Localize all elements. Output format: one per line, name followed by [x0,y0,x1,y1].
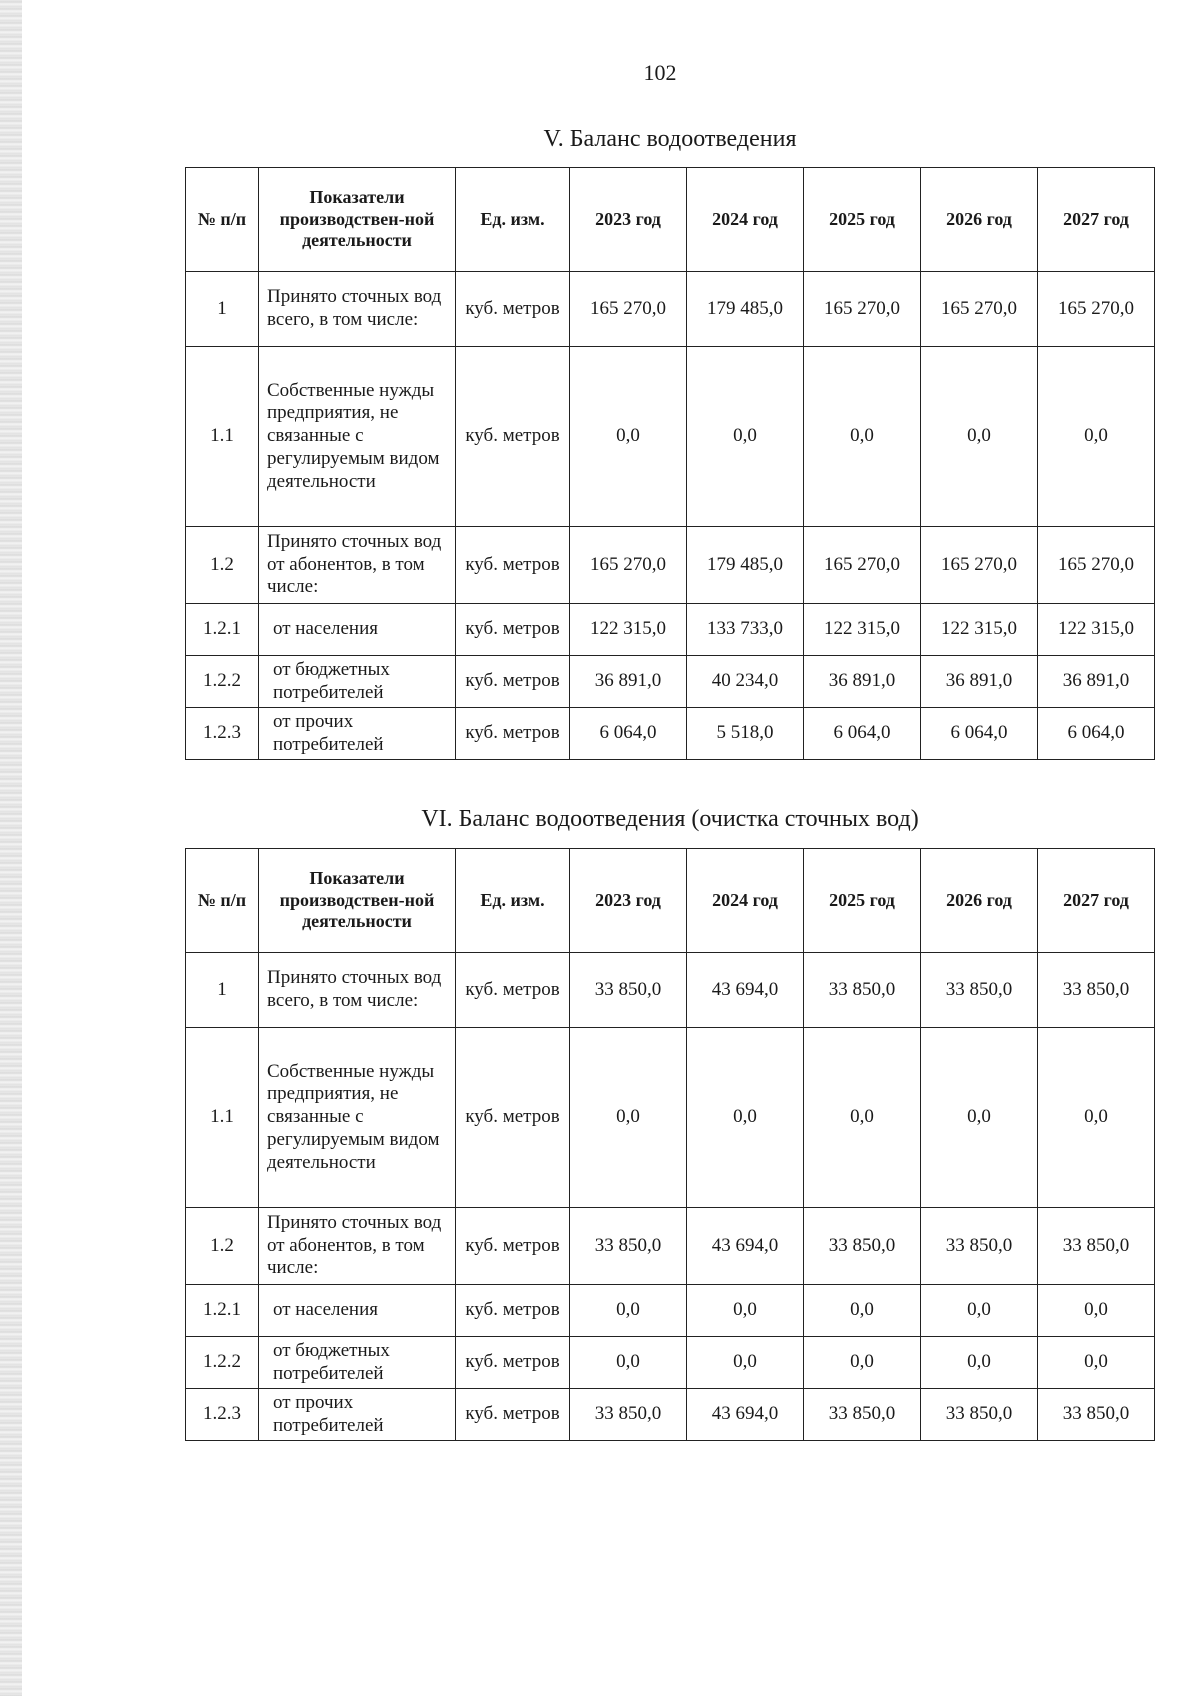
scan-edge-artifact [0,0,22,1696]
row-value: 33 850,0 [1038,1389,1155,1441]
row-value: 122 315,0 [570,604,687,656]
row-indicator: Принято сточных вод от абонентов, в том числе: [259,527,456,604]
row-value: 36 891,0 [921,656,1038,708]
row-num: 1.1 [186,1028,259,1208]
header-num: № п/п [186,168,259,272]
header-year: 2025 год [804,849,921,953]
table-row [186,604,1155,656]
header-year: 2026 год [921,168,1038,272]
header-row [186,168,1155,272]
row-indicator: Собственные нужды предприятия, не связанные с регулируемым видом деятельности [259,1028,456,1208]
table-row [186,1285,1155,1337]
row-indicator: Принято сточных вод всего, в том числе: [259,272,456,347]
row-value: 165 270,0 [921,272,1038,347]
row-num: 1.2.3 [186,1389,259,1441]
row-value: 165 270,0 [1038,527,1155,604]
row-indicator: от прочих потребителей [259,1389,456,1441]
row-value: 0,0 [570,1028,687,1208]
row-value: 33 850,0 [921,1208,1038,1285]
row-value: 40 234,0 [687,656,804,708]
header-year: 2024 год [687,168,804,272]
wastewater-balance-table [185,167,1155,760]
row-num: 1.2.2 [186,656,259,708]
row-value: 122 315,0 [921,604,1038,656]
row-value: 0,0 [1038,1028,1155,1208]
row-value: 36 891,0 [804,656,921,708]
row-unit: куб. метров [456,1389,570,1441]
header-year: 2024 год [687,849,804,953]
header-indicator: Показатели производствен-ной деятельности [259,849,456,953]
header-indicator: Показатели производствен-ной деятельности [259,168,456,272]
row-num: 1.2.1 [186,604,259,656]
row-value: 36 891,0 [1038,656,1155,708]
header-unit: Ед. изм. [456,849,570,953]
row-value: 122 315,0 [804,604,921,656]
page-number: 102 [643,60,677,85]
row-value: 0,0 [1038,347,1155,527]
row-value: 33 850,0 [570,1389,687,1441]
row-value: 0,0 [570,1285,687,1337]
row-value: 0,0 [804,1285,921,1337]
row-value: 0,0 [804,1028,921,1208]
row-unit: куб. метров [456,604,570,656]
row-value: 179 485,0 [687,272,804,347]
row-value: 33 850,0 [921,1389,1038,1441]
row-value: 0,0 [687,1337,804,1389]
row-unit: куб. метров [456,953,570,1028]
table-row [186,708,1155,760]
row-value: 133 733,0 [687,604,804,656]
table-row [186,1337,1155,1389]
row-indicator: от бюджетных потребителей [259,1337,456,1389]
row-value: 165 270,0 [570,272,687,347]
header-year: 2023 год [570,849,687,953]
row-value: 179 485,0 [687,527,804,604]
table-row [186,656,1155,708]
row-value: 33 850,0 [804,1208,921,1285]
row-unit: куб. метров [456,1337,570,1389]
row-unit: куб. метров [456,1208,570,1285]
row-value: 6 064,0 [570,708,687,760]
row-value: 6 064,0 [804,708,921,760]
row-indicator: от бюджетных потребителей [259,656,456,708]
row-value: 0,0 [1038,1337,1155,1389]
row-value: 0,0 [1038,1285,1155,1337]
row-indicator: Принято сточных вод всего, в том числе: [259,953,456,1028]
wastewater-treatment-balance-table [185,848,1155,1441]
row-num: 1.2.1 [186,1285,259,1337]
row-unit: куб. метров [456,656,570,708]
row-unit: куб. метров [456,708,570,760]
row-indicator: Принято сточных вод от абонентов, в том числе: [259,1208,456,1285]
row-unit: куб. метров [456,1285,570,1337]
header-row [186,849,1155,953]
table-row [186,953,1155,1028]
header-unit: Ед. изм. [456,168,570,272]
header-year: 2027 год [1038,168,1155,272]
header-year: 2023 год [570,168,687,272]
table-row [186,1028,1155,1208]
row-indicator: Собственные нужды предприятия, не связанные с регулируемым видом деятельности [259,347,456,527]
row-num: 1.2.2 [186,1337,259,1389]
row-value: 0,0 [921,347,1038,527]
header-year: 2025 год [804,168,921,272]
row-value: 33 850,0 [921,953,1038,1028]
row-value: 0,0 [804,347,921,527]
row-value: 43 694,0 [687,1208,804,1285]
row-value: 0,0 [921,1337,1038,1389]
row-value: 6 064,0 [921,708,1038,760]
row-unit: куб. метров [456,1028,570,1208]
table-row [186,1208,1155,1285]
row-value: 0,0 [921,1028,1038,1208]
row-num: 1.2 [186,527,259,604]
row-value: 33 850,0 [804,953,921,1028]
section-title-wastewater-treatment-balance: VI. Баланс водоотведения (очистка сточных вод) [421,806,919,832]
row-value: 43 694,0 [687,953,804,1028]
row-value: 165 270,0 [570,527,687,604]
row-value: 0,0 [921,1285,1038,1337]
header-num: № п/п [186,849,259,953]
row-num: 1.2.3 [186,708,259,760]
row-value: 0,0 [687,1028,804,1208]
row-value: 165 270,0 [804,527,921,604]
row-value: 0,0 [570,1337,687,1389]
row-value: 33 850,0 [1038,1208,1155,1285]
row-value: 165 270,0 [1038,272,1155,347]
row-unit: куб. метров [456,272,570,347]
row-num: 1 [186,272,259,347]
row-value: 0,0 [804,1337,921,1389]
table-row [186,1389,1155,1441]
table-row [186,272,1155,347]
row-value: 0,0 [687,347,804,527]
row-value: 36 891,0 [570,656,687,708]
row-indicator: от прочих потребителей [259,708,456,760]
header-year: 2026 год [921,849,1038,953]
header-year: 2027 год [1038,849,1155,953]
row-value: 33 850,0 [570,1208,687,1285]
row-value: 33 850,0 [1038,953,1155,1028]
table-row [186,347,1155,527]
row-value: 5 518,0 [687,708,804,760]
row-indicator: от населения [259,1285,456,1337]
row-num: 1 [186,953,259,1028]
row-value: 165 270,0 [921,527,1038,604]
row-num: 1.2 [186,1208,259,1285]
row-value: 122 315,0 [1038,604,1155,656]
row-value: 0,0 [687,1285,804,1337]
row-num: 1.1 [186,347,259,527]
row-value: 6 064,0 [1038,708,1155,760]
row-value: 43 694,0 [687,1389,804,1441]
row-unit: куб. метров [456,347,570,527]
row-value: 33 850,0 [804,1389,921,1441]
row-unit: куб. метров [456,527,570,604]
row-value: 165 270,0 [804,272,921,347]
section-title-wastewater-balance: V. Баланс водоотведения [543,126,797,152]
row-indicator: от населения [259,604,456,656]
table-row [186,527,1155,604]
row-value: 0,0 [570,347,687,527]
row-value: 33 850,0 [570,953,687,1028]
